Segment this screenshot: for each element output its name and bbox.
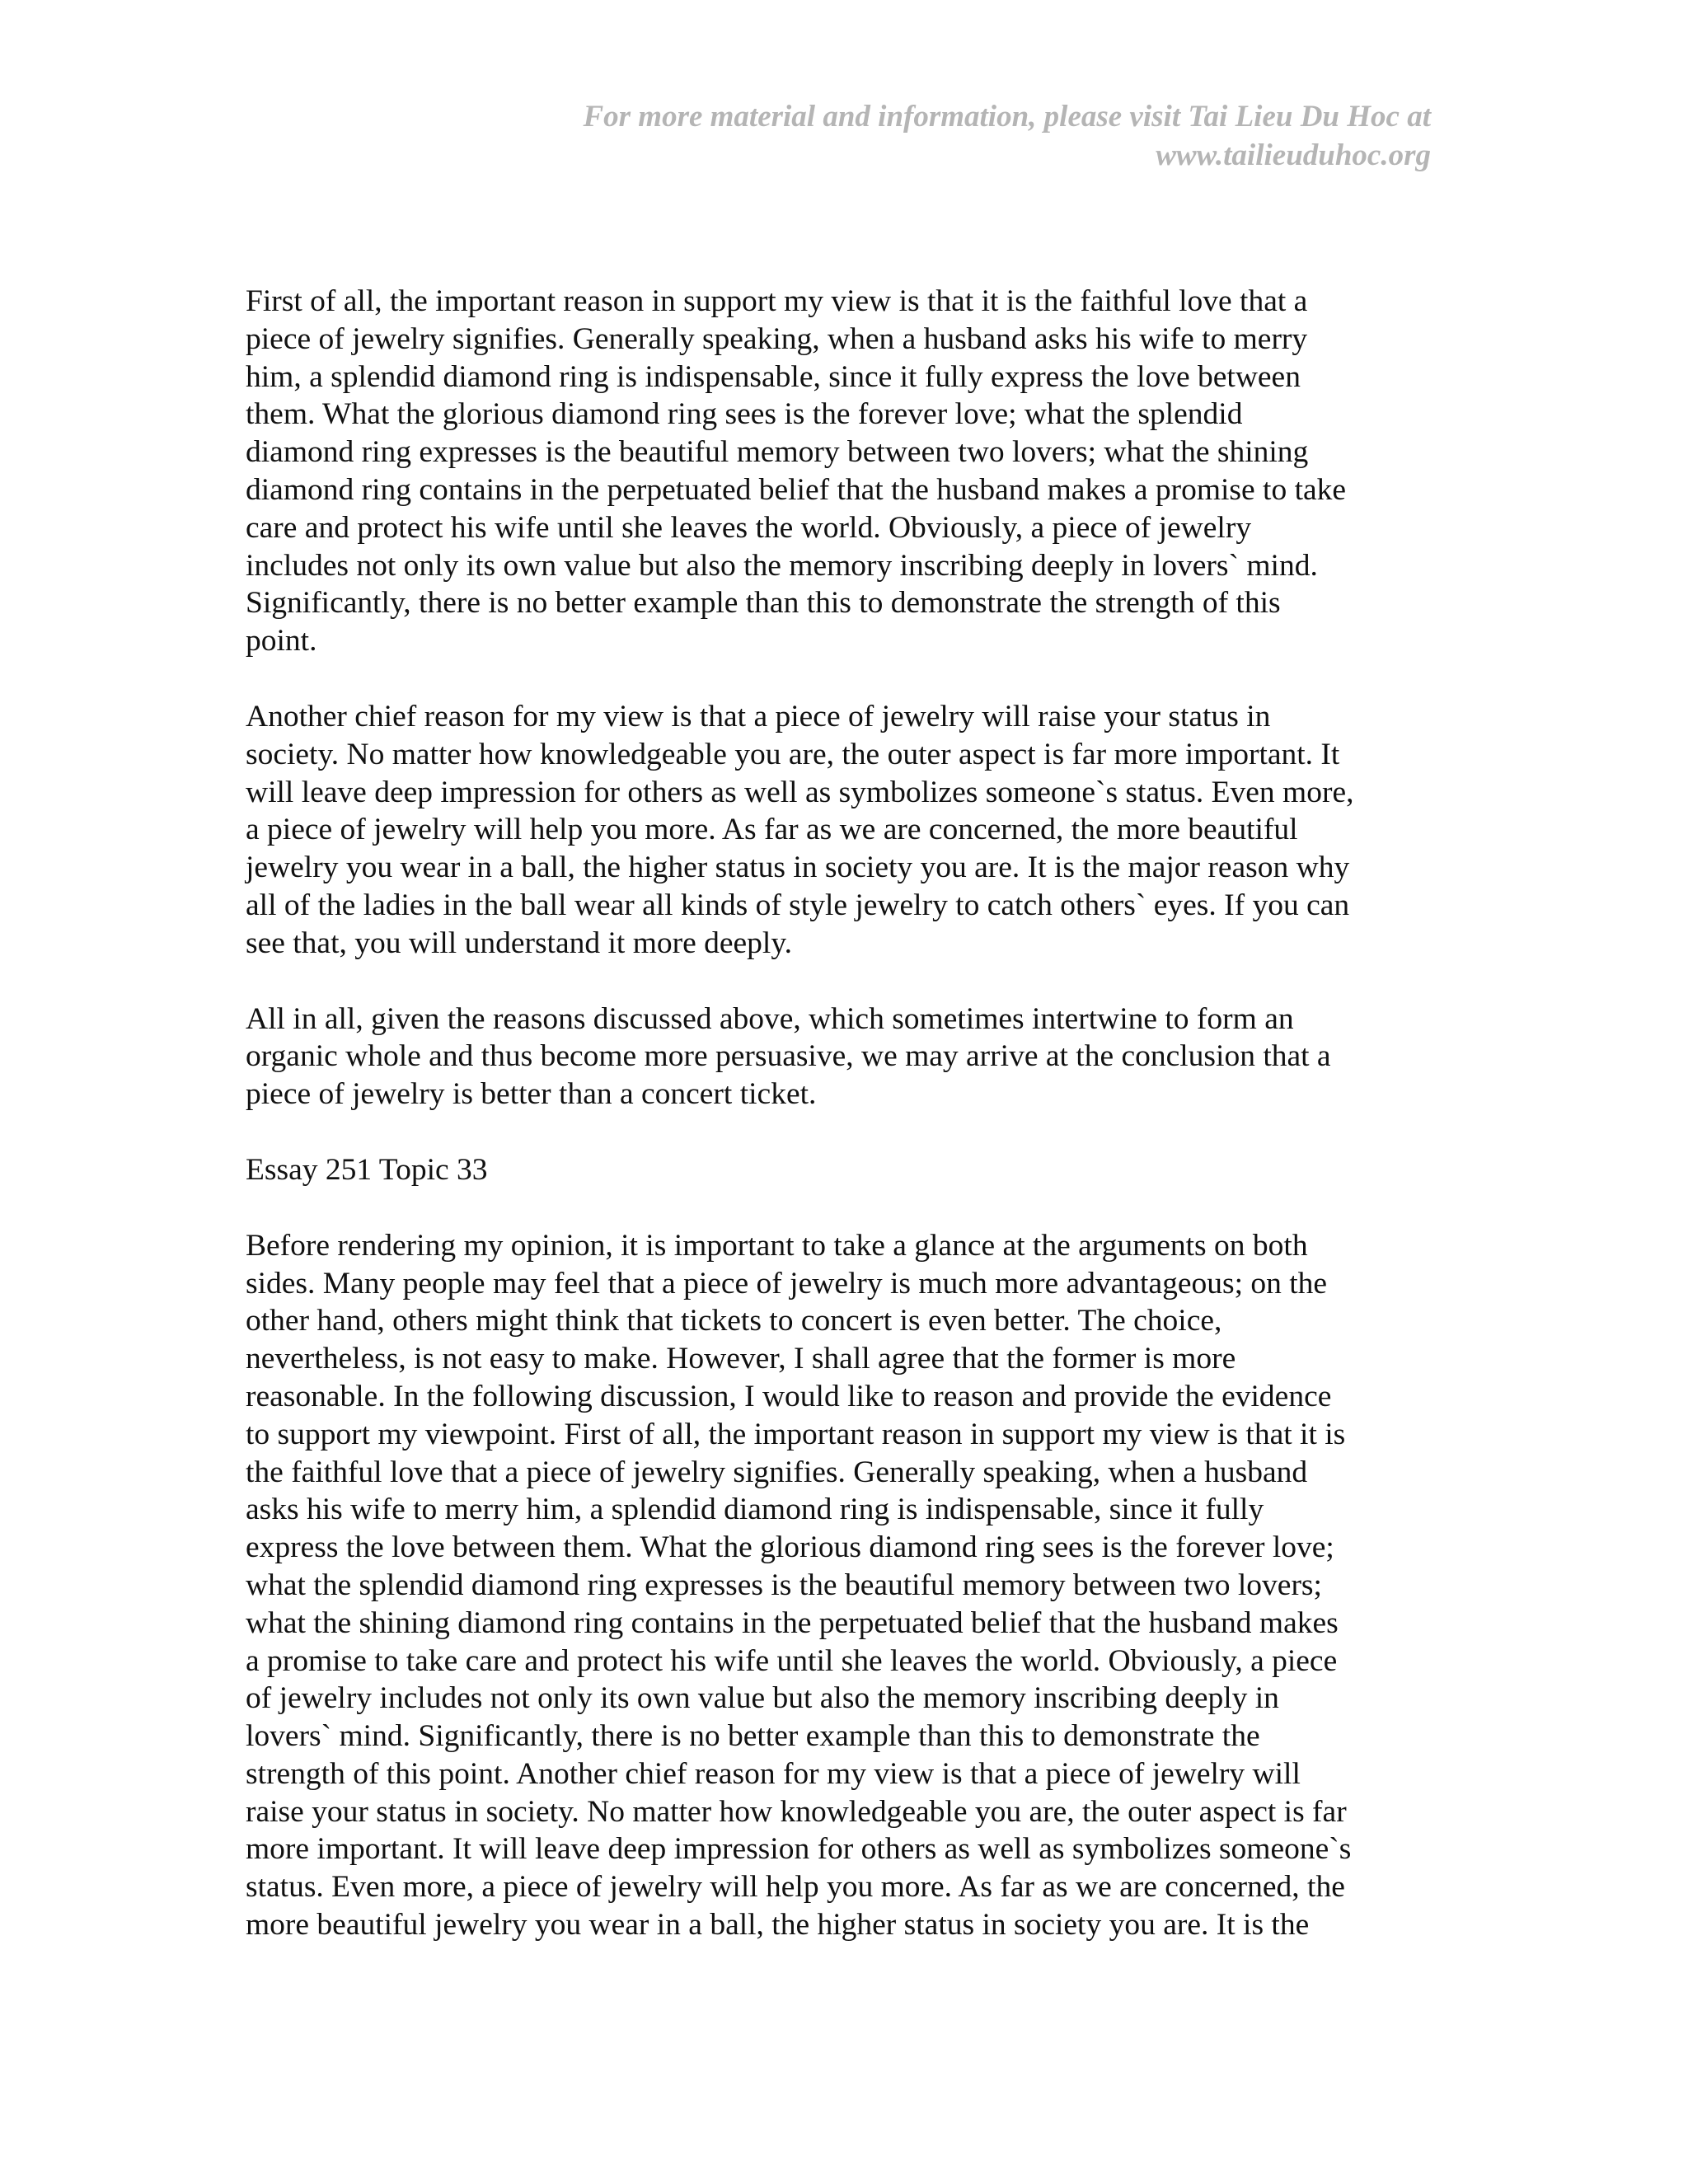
- text-line: all of the ladies in the ball wear all kinds of style jewelry to catch others` eyes. If you can: [246, 888, 1350, 922]
- text-line: First of all, the important reason in support my view is that it is the faithful love that a: [246, 284, 1308, 318]
- text-line: them. What the glorious diamond ring sees is the forever love; what the splendid: [246, 397, 1243, 432]
- text-line: nevertheless, is not easy to make. However, I shall agree that the former is more: [246, 1342, 1236, 1376]
- text-line: lovers` mind. Significantly, there is no better example than this to demonstrate the: [246, 1719, 1260, 1754]
- text-line: more beautiful jewelry you wear in a ball, the higher status in society you are. It is the: [246, 1908, 1310, 1943]
- text-line: status. Even more, a piece of jewelry will help you more. As far as we are concerned, the: [246, 1870, 1345, 1905]
- paragraph: [246, 1001, 1449, 1113]
- text-line: to support my viewpoint. First of all, the important reason in support my view is that it is: [246, 1417, 1346, 1451]
- text-line: Another chief reason for my view is that a piece of jewelry will raise your status in: [246, 699, 1271, 733]
- text-line: point.: [246, 624, 317, 658]
- text-line: Significantly, there is no better example than this to demonstrate the strength of this: [246, 586, 1281, 621]
- text-line: Essay 251 Topic 33: [246, 1152, 488, 1187]
- text-line: asks his wife to merry him, a splendid diamond ring is indispensable, since it fully: [246, 1493, 1264, 1527]
- text-line: All in all, given the reasons discussed above, which sometimes intertwine to form an: [246, 1001, 1294, 1036]
- header-line-1: For more material and information, please visit Tai Lieu Du Hoc at: [583, 100, 1431, 134]
- essay-heading: [246, 1151, 1449, 1189]
- text-line: includes not only its own value but also the memory inscribing deeply in lovers` mind.: [246, 548, 1318, 583]
- text-line: society. No matter how knowledgeable you are, the outer aspect is far more important. It: [246, 737, 1340, 771]
- text-line: express the love between them. What the glorious diamond ring sees is the forever love;: [246, 1530, 1334, 1565]
- text-line: piece of jewelry is better than a concert ticket.: [246, 1077, 817, 1112]
- text-line: will leave deep impression for others as well as symbolizes someone`s status. Even more,: [246, 775, 1354, 809]
- paragraph: [246, 698, 1449, 963]
- text-line: diamond ring expresses is the beautiful memory between two lovers; what the shining: [246, 435, 1309, 470]
- text-line: diamond ring contains in the perpetuated belief that the husband makes a promise to take: [246, 472, 1347, 507]
- text-line: more important. It will leave deep impression for others as well as symbolizes someone`s: [246, 1832, 1352, 1867]
- text-line: raise your status in society. No matter how knowledgeable you are, the outer aspect is far: [246, 1794, 1347, 1829]
- document-body: [246, 283, 1449, 1982]
- text-line: organic whole and thus become more persuasive, we may arrive at the conclusion that a: [246, 1039, 1331, 1074]
- paragraph: [246, 1227, 1449, 1944]
- text-line: a promise to take care and protect his wife until she leaves the world. Obviously, a piece: [246, 1643, 1338, 1678]
- text-line: him, a splendid diamond ring is indispensable, since it fully express the love between: [246, 359, 1301, 394]
- text-line: reasonable. In the following discussion, I would like to reason and provide the evidence: [246, 1379, 1332, 1413]
- page-header: [442, 97, 1431, 175]
- paragraph: [246, 283, 1449, 660]
- text-line: strength of this point. Another chief reason for my view is that a piece of jewelry will: [246, 1756, 1301, 1791]
- text-line: jewelry you wear in a ball, the higher status in society you are. It is the major reason why: [246, 851, 1350, 885]
- text-line: sides. Many people may feel that a piece of jewelry is much more advantageous; on the: [246, 1266, 1328, 1301]
- text-line: care and protect his wife until she leaves the world. Obviously, a piece of jewelry: [246, 510, 1252, 545]
- text-line: what the shining diamond ring contains in the perpetuated belief that the husband makes: [246, 1605, 1339, 1640]
- header-line-2: www.tailieuduhoc.org: [1156, 138, 1431, 172]
- text-line: what the splendid diamond ring expresses is the beautiful memory between two lovers;: [246, 1568, 1322, 1602]
- text-line: of jewelry includes not only its own value but also the memory inscribing deeply in: [246, 1681, 1279, 1716]
- text-line: the faithful love that a piece of jewelry signifies. Generally speaking, when a husband: [246, 1455, 1308, 1489]
- text-line: see that, you will understand it more deeply.: [246, 926, 793, 960]
- text-line: piece of jewelry signifies. Generally speaking, when a husband asks his wife to merry: [246, 321, 1308, 356]
- text-line: other hand, others might think that tickets to concert is even better. The choice,: [246, 1304, 1222, 1338]
- text-line: Before rendering my opinion, it is important to take a glance at the arguments on both: [246, 1228, 1308, 1263]
- text-line: a piece of jewelry will help you more. As far as we are concerned, the more beautiful: [246, 813, 1298, 847]
